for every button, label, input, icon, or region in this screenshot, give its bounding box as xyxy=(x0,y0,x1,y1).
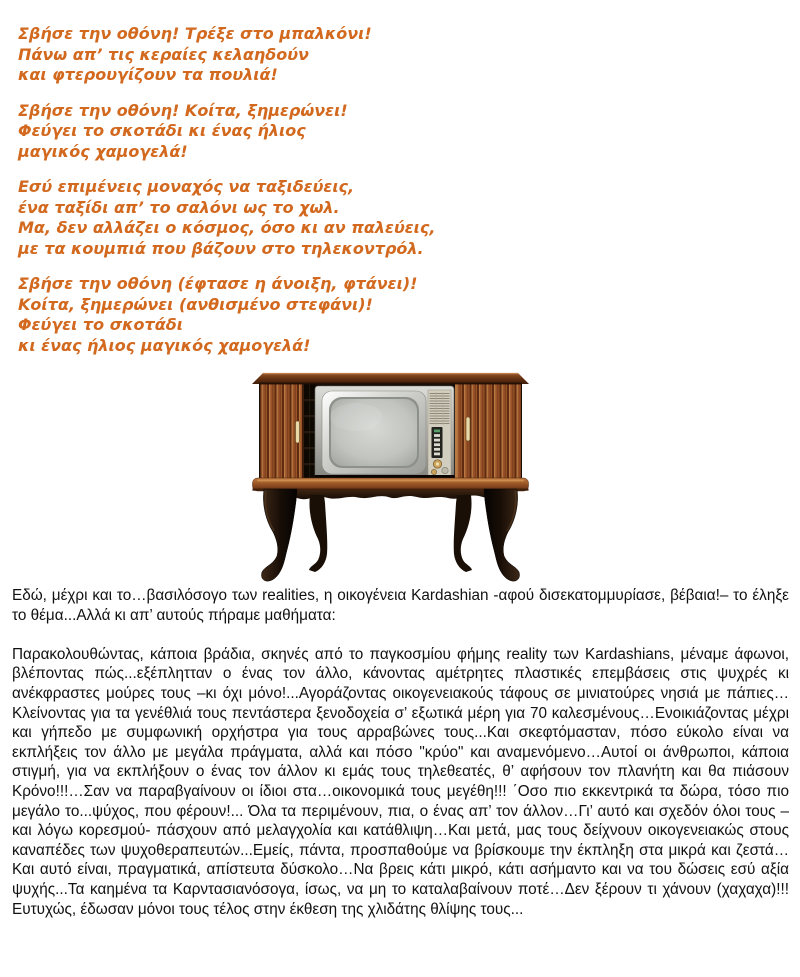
tv-set xyxy=(315,386,454,479)
poem-line: ένα ταξίδι απ’ το σαλόνι ως το χωλ. xyxy=(18,197,340,217)
tv-knob xyxy=(431,469,436,474)
door-handle xyxy=(296,421,300,443)
poem-stanza-1 xyxy=(18,24,435,86)
table-front-legs xyxy=(261,489,519,581)
tv-knob xyxy=(442,467,448,473)
poem-line: κι ένας ήλιος μαγικός χαμογελά! xyxy=(18,335,311,355)
poem-line: και φτερουγίζουν τα πουλιά! xyxy=(18,65,278,84)
poem-line: Σβήσε την οθόνη! Τρέξε στο μπαλκόνι! xyxy=(18,24,372,43)
poem-line: Φεύγει το σκοτάδι xyxy=(18,315,183,334)
tv-control-panel xyxy=(428,390,451,476)
right-door xyxy=(455,384,521,479)
poem-line: Μα, δεν αλλάζει ο κόσμος, όσο κι αν παλεύεις, xyxy=(18,218,436,237)
poem-stanza-2 xyxy=(18,101,435,163)
poem-line: Σβήσε την οθόνη (έφτασε η άνοιξη, φτάνει)! xyxy=(18,274,418,293)
poem-line: Κοίτα, ξημερώνει (ανθισμένο στεφάνι)! xyxy=(18,294,373,314)
tv-top-board xyxy=(252,373,529,385)
vintage-tv-illustration xyxy=(252,369,529,585)
poem-line: Πάνω απ’ τις κεραίες κελαηδούν xyxy=(18,44,309,64)
poem-line: Σβήσε την οθόνη! Κοίτα, ξημερώνει! xyxy=(18,100,348,120)
poem xyxy=(18,24,435,371)
article-paragraph-2: Παρακολουθώντας, κάποια βράδια, σκηνές από το παγκοσμίου φήμης reality των Kardashians, μέναμε άφωνοι, βλέποντας πώς...εξέπλητταν ο ένας τον άλλο, κάνοντας αμέτρητες πλαστικές επεμβάσεις στις ψυχρές κι ανέκφραστες μούρες τους –κι όχι μόνο!...Αγοράζοντας οικογενειακούς τάφους σε μινιατούρες νησιά με πάπιες…Κλείνοντας για τα γενέθλιά τους πεντάστερα ξενοδοχεία σ’ εξωτικά μέρη για 70 καλεσμένους…Ενοικιάζοντας μέχρι και γήπεδο με συμφωνική ορχήστρα για τους αρραβώνες τους...Και σκεφτόμασταν, πόσο εύκολο είναι να εκπλήξεις τον άλλο με μεγάλα πράγματα, αλλά και πόσο "κρύο" και αναμενόμενο…Αυτοί οι άνθρωποι, κάποια στιγμή, για να εκπλήξουν ο ένας τον άλλον κι εμάς τους τηλεθεατές, θ’ αφήσουν τον πλανήτη και θα πιάσουν Κρόνο!!!…Σαν να παραβγαίνουν οι ίδιοι στα…οικονομικά τους μεγέθη!!! ΄Οσο πιο εκκεντρικά τα δώρα, τόσο πιο μεγάλο το...ψύχος, που φέρουν!... Όλα τα περιμένουν, πια, ο ένας απ’ τον άλλον…Γι’ αυτό και σχεδόν όλοι τους –και λόγω κορεσμού- πάσχουν από μελαγχολία και κατάθλιψη…Και μετά, μας τους δείχνουν οικογενειακώς στους καναπέδες των ψυχοθεραπευτών...Εμείς, πάντα, προσπαθούμε να βρίσκουμε την έκπληξη στα μικρά και ζεστά…Και αυτό είναι, πραγματικά, απίστευτα δύσκολο…Να βρεις κάτι μικρό, κάτι ασήμαντο και να του δώσεις εσύ αξία ψυχής...Τα καημένα τα Καρντασιανόσογα, ίσως, να μη το καταλαβαίνουν ποτέ…Δεν ξέρουν τι χάνουν (χαχαχα)!!! Ευτυχώς, έδωσαν μόνοι τους τέλος στην έκθεση της χλιδάτης θλίψης τους... xyxy=(12,645,789,918)
vintage-tv-image xyxy=(252,369,529,585)
poem-stanza-4 xyxy=(18,274,435,356)
poem-line: με τα κουμπιά που βάζουν στο τηλεκοντρόλ. xyxy=(18,238,424,258)
article-text xyxy=(12,586,789,939)
article-paragraph-1: Εδώ, μέχρι και το…βασιλόσογο των realities, η οικογένεια Kardashian -αφού δισεκατομμυρίασε, βέβαια!– το έληξε το θέμα...Αλλά κι απ’ αυτούς πήραμε μαθήματα: xyxy=(12,587,789,624)
poem-line: Εσύ επιμένεις μοναχός να ταξιδεύεις, xyxy=(18,177,355,196)
table-back-legs xyxy=(309,495,472,572)
door-handle xyxy=(466,417,470,441)
poem-line: Φεύγει το σκοτάδι κι ένας ήλιος xyxy=(18,121,306,140)
poem-stanza-3 xyxy=(18,177,435,259)
poem-line: μαγικός χαμογελά! xyxy=(18,141,188,161)
